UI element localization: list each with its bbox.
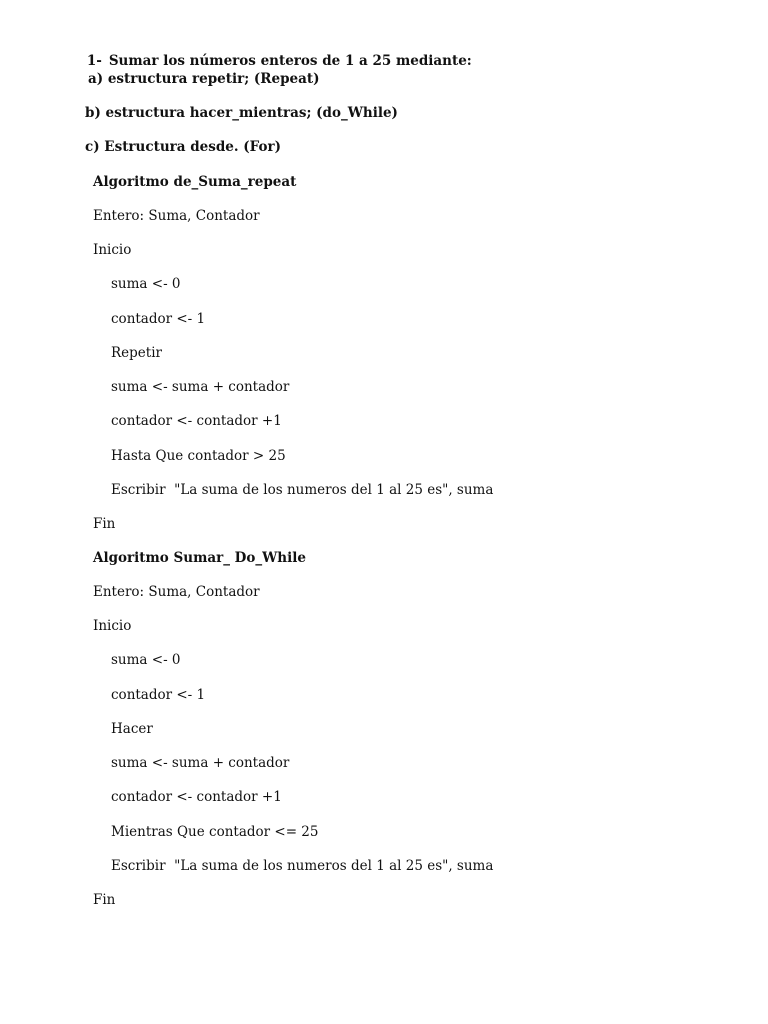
exercise-number: 1- bbox=[86, 53, 102, 69]
option-c: c) Estructura desde. (For) bbox=[85, 139, 281, 155]
exercise-statement: Sumar los números enteros de 1 a 25 mediante: bbox=[108, 53, 472, 69]
algorithm-repeat-line: Repetir bbox=[111, 345, 162, 361]
algorithm-repeat-end: Fin bbox=[93, 516, 116, 532]
algorithm-do-while-declaration: Entero: Suma, Contador bbox=[93, 584, 260, 600]
algorithm-repeat-line: suma <- suma + contador bbox=[111, 379, 290, 395]
algorithm-repeat-line: contador <- contador +1 bbox=[111, 413, 282, 429]
option-a: a) estructura repetir; (Repeat) bbox=[88, 71, 320, 87]
algorithm-repeat-title: Algoritmo de_Suma_repeat bbox=[93, 174, 297, 190]
algorithm-repeat-line: contador <- 1 bbox=[111, 311, 206, 327]
algorithm-do-while-begin: Inicio bbox=[93, 618, 132, 634]
algorithm-repeat-line: Hasta Que contador > 25 bbox=[111, 448, 286, 464]
algorithm-repeat-line: Escribir "La suma de los numeros del 1 al 25 es", suma bbox=[111, 482, 494, 498]
algorithm-do-while-line: Escribir "La suma de los numeros del 1 al 25 es", suma bbox=[111, 858, 494, 874]
algorithm-repeat-begin: Inicio bbox=[93, 242, 132, 258]
algorithm-do-while-title: Algoritmo Sumar_ Do_While bbox=[93, 550, 306, 566]
algorithm-repeat-declaration: Entero: Suma, Contador bbox=[93, 208, 260, 224]
algorithm-do-while-line: Hacer bbox=[111, 721, 153, 737]
algorithm-do-while-line: contador <- 1 bbox=[111, 687, 206, 703]
algorithm-do-while-line: contador <- contador +1 bbox=[111, 789, 282, 805]
algorithm-repeat-line: suma <- 0 bbox=[111, 276, 181, 292]
algorithm-do-while-end: Fin bbox=[93, 892, 116, 908]
algorithm-do-while-line: suma <- 0 bbox=[111, 652, 181, 668]
algorithm-do-while-line: Mientras Que contador <= 25 bbox=[111, 824, 319, 840]
algorithm-do-while-line: suma <- suma + contador bbox=[111, 755, 290, 771]
option-b: b) estructura hacer_mientras; (do_While) bbox=[85, 105, 398, 121]
